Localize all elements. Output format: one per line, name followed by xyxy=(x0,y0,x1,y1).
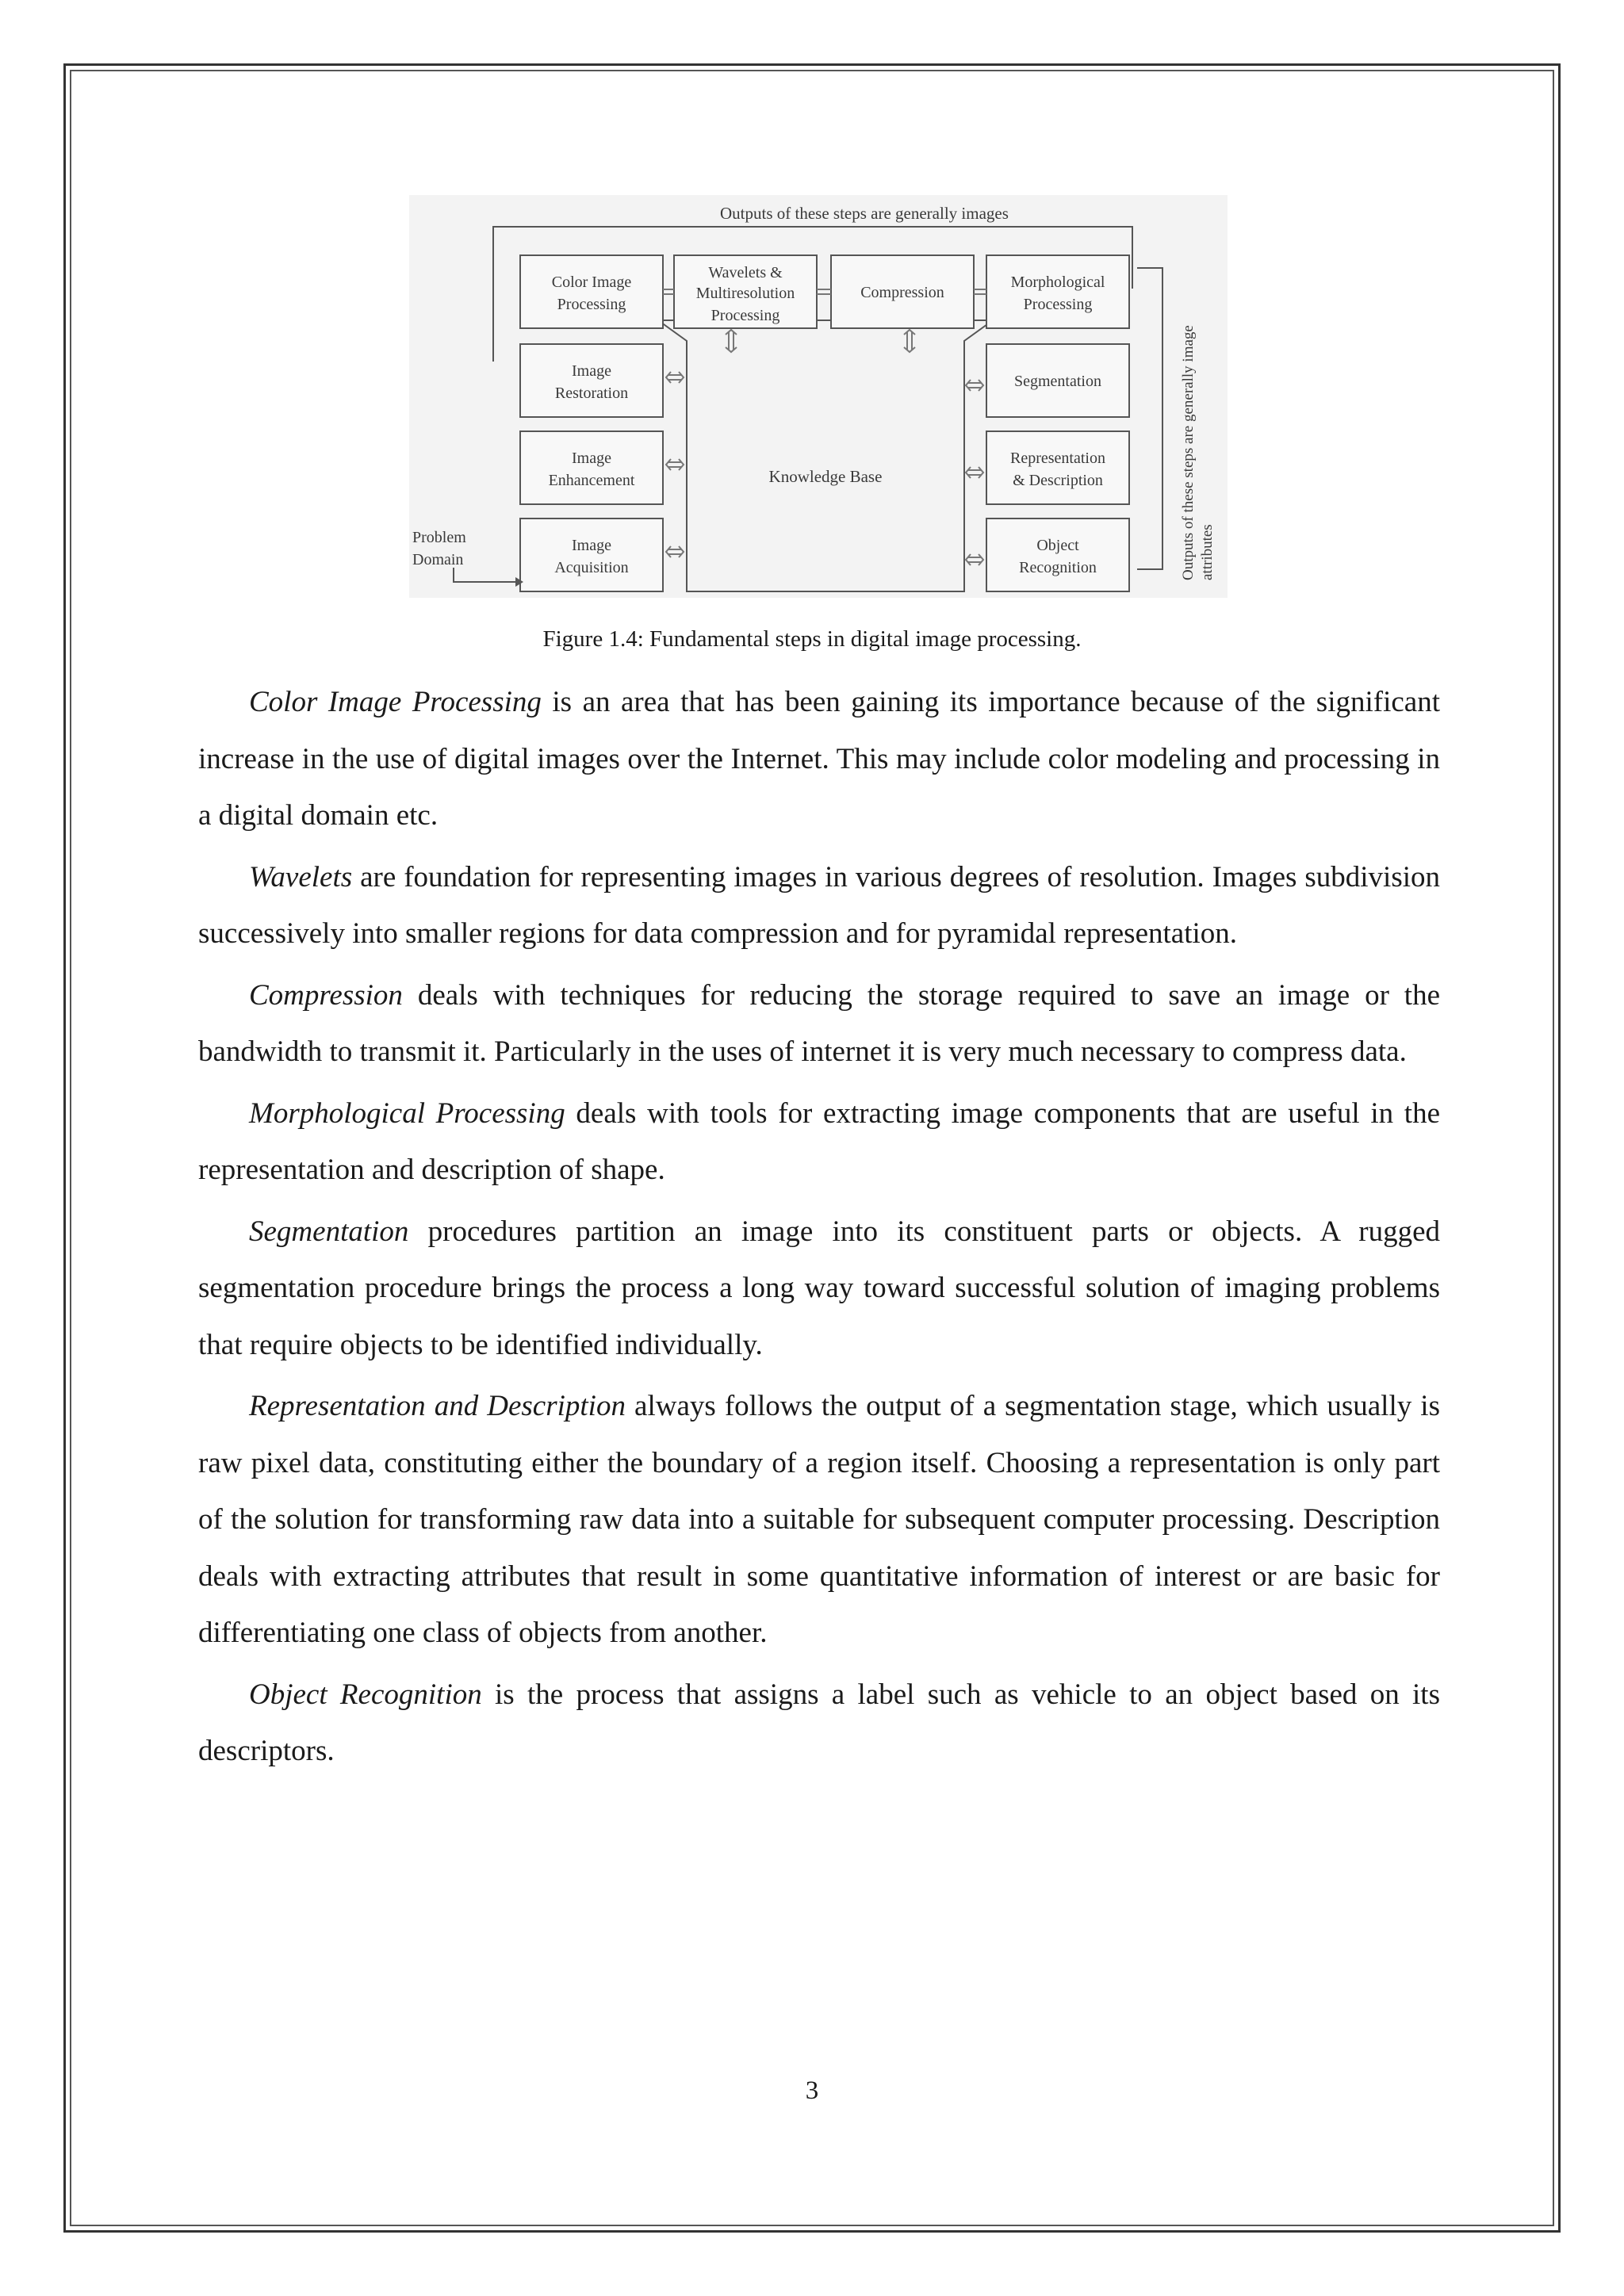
box-image-restoration xyxy=(520,344,663,417)
svg-text:Restoration: Restoration xyxy=(554,385,629,402)
term: Representation and Description xyxy=(249,1390,626,1422)
figure-caption: Figure 1.4: Fundamental steps in digital image processing. xyxy=(542,626,1082,652)
paragraph-text: deals with tools for extracting image components that are useful in the representation and description of shape. xyxy=(198,1096,1441,1186)
paragraph-segmentation xyxy=(198,1203,1440,1374)
paragraph-text: procedures partition an image into its constituent parts or objects. A rugged segmentation procedure brings the process a long way toward successful solution of imaging problems that require objects to be identified individually. xyxy=(198,1215,1440,1361)
paragraph-representation-description xyxy=(198,1378,1440,1662)
paragraph-text: are foundation for representing images in various degrees of resolution. Images subdivision successively into smaller regions for data compression and for pyramidal representation. xyxy=(198,860,1440,950)
paragraph-compression xyxy=(198,967,1440,1081)
paragraph-object-recognition xyxy=(198,1667,1440,1780)
box-segmentation xyxy=(986,344,1129,417)
term: Color Image Processing xyxy=(249,686,542,718)
side-output-label-2: attributes xyxy=(1199,524,1216,580)
svg-text:Compression: Compression xyxy=(860,284,944,301)
page-number: 3 xyxy=(805,2076,819,2105)
svg-text:Acquisition: Acquisition xyxy=(554,559,629,576)
paragraph-text: is the process that assigns a label such as vehicle to an object based on its descriptors. xyxy=(198,1678,1440,1767)
paragraph-text: always follows the output of a segmentation stage, which usually is raw pixel data, constituting either the boundary of a region itself. Choosing a representation is only part of the solution for transforming raw data into a suitable for subsequent computer processing. Description deals with extracting attributes that result in some quantitative information of interest or are basic for differentiating one class of objects from another. xyxy=(198,1390,1440,1649)
paragraph-text: deals with techniques for reducing the storage required to save an image or the bandwidth to transmit it. Particularly in the uses of internet it is very much necessary to compress data. xyxy=(198,978,1440,1068)
svg-text:Image: Image xyxy=(572,537,611,554)
side-output-label-1: Outputs of these steps are generally image xyxy=(1180,325,1197,580)
svg-text:Image: Image xyxy=(572,362,611,380)
svg-text:Enhancement: Enhancement xyxy=(548,472,635,489)
svg-text:Processing: Processing xyxy=(710,307,780,324)
svg-text:Multiresolution: Multiresolution xyxy=(695,285,795,302)
top-output-label: Outputs of these steps are generally images xyxy=(720,204,1009,223)
knowledge-base-label: Knowledge Base xyxy=(768,467,883,486)
left-double-arrows xyxy=(666,372,684,557)
svg-text:& Description: & Description xyxy=(1013,472,1103,489)
box-object-recognition xyxy=(986,519,1129,591)
right-double-arrows xyxy=(966,380,983,565)
svg-text:Object: Object xyxy=(1036,537,1079,554)
svg-text:Morphological: Morphological xyxy=(1010,274,1105,291)
box-compression xyxy=(831,255,974,328)
svg-text:Processing: Processing xyxy=(1023,296,1093,313)
term: Morphological Processing xyxy=(249,1096,565,1130)
problem-domain-label-1: Problem xyxy=(412,529,466,546)
svg-text:Wavelets &: Wavelets & xyxy=(708,264,783,281)
svg-text:Recognition: Recognition xyxy=(1019,559,1097,576)
svg-text:Image: Image xyxy=(572,450,611,467)
term: Segmentation xyxy=(249,1215,409,1248)
paragraph-wavelets xyxy=(198,849,1440,962)
term: Object Recognition xyxy=(249,1678,482,1711)
paragraph-morphological-processing xyxy=(198,1085,1440,1199)
box-representation-description xyxy=(986,431,1129,504)
box-image-enhancement xyxy=(520,431,663,504)
term: Compression xyxy=(249,978,403,1012)
box-color-image-processing xyxy=(520,255,663,328)
term: Wavelets xyxy=(249,860,353,894)
paragraph-text: is an area that has been gaining its importance because of the significant increase in the use of digital images over the Internet. This may include color modeling and processing in a digital domain etc. xyxy=(198,686,1440,832)
paragraph-color-image-processing xyxy=(198,674,1440,844)
processing-steps-diagram xyxy=(409,195,1228,598)
svg-text:Segmentation: Segmentation xyxy=(1014,373,1101,390)
box-morphological-processing xyxy=(986,255,1129,328)
problem-domain-label-2: Domain xyxy=(412,551,464,568)
body-text xyxy=(198,674,1440,1780)
box-wavelets-multiresolution xyxy=(674,255,817,328)
svg-text:Color Image: Color Image xyxy=(551,274,632,291)
svg-text:Processing: Processing xyxy=(557,296,626,313)
box-image-acquisition xyxy=(520,519,663,591)
svg-text:Representation: Representation xyxy=(1010,450,1105,467)
